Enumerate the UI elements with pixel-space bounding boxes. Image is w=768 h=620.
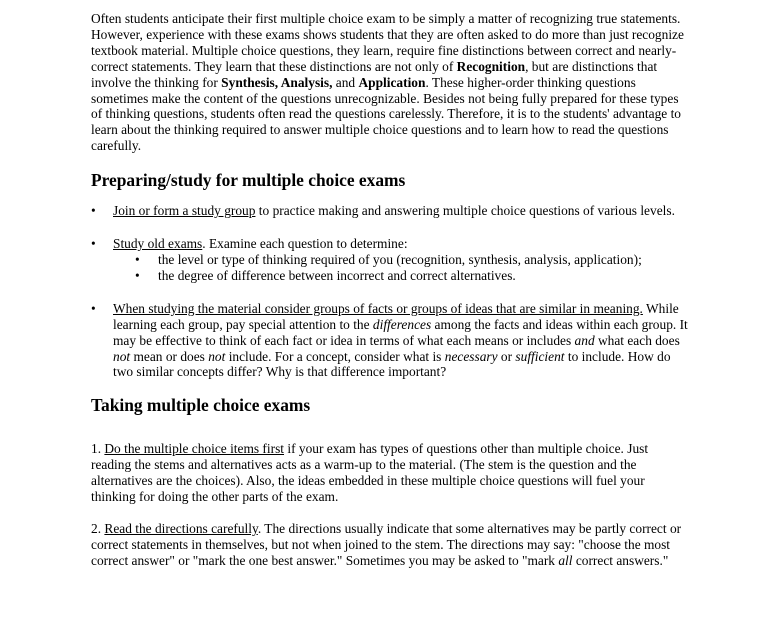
- sub-list-item: • the level or type of thinking required of you (recognition, synthesis, analysis, application);: [135, 252, 691, 268]
- list-item: • Study old exams. Examine each question to determine: • the level or type of thinking required of you (recognition, synthesis, analysis, application); • the degree of difference between incorrect and correct alternatives.: [91, 236, 691, 284]
- list-item: • Join or form a study group to practice making and answering multiple choice questions of various levels.: [91, 203, 691, 219]
- synthesis-analysis-term: Synthesis, Analysis,: [221, 74, 333, 90]
- application-term: Application: [358, 74, 426, 90]
- sub-list: [113, 252, 691, 284]
- document-page: [91, 11, 691, 585]
- intro-paragraph: Often students anticipate their first multiple choice exam to be simply a matter of recognizing true statements. However, experience with these exams shows students that they are often asked to do more than just recognize textbook material. Multiple choice questions, they learn, require fine distinctions between correct and nearly-correct statements. They learn that these distinctions are not only of Recognition, but are distinctions that involve the thinking for Synthesis, Analysis, and Application. These higher-order thinking questions sometimes make the content of the questions unrecognizable. Besides not being fully prepared for these types of thinking questions, students often read the questions carelessly. Therefore, it is to the students' advantage to learn about the thinking required to answer multiple choice questions and to learn how to read the questions carefully.: [91, 11, 684, 154]
- preparing-list: [91, 203, 691, 380]
- study-group-link[interactable]: Join or form a study group: [113, 203, 256, 219]
- sub-list-item: • the degree of difference between incorrect and correct alternatives.: [135, 268, 691, 284]
- numbered-item-2: 2. Read the directions carefully. The directions usually indicate that some alternatives may be partly correct or correct statements in themselves, but not when joined to the stem. The directions may say: "choose the most correct answer" or "mark the one best answer." Sometimes you may be asked to "mark all correct answers.": [91, 520, 682, 568]
- section-heading-preparing: Preparing/study for multiple choice exams: [91, 170, 406, 191]
- old-exams-link[interactable]: Study old exams: [113, 236, 203, 252]
- read-directions-link[interactable]: Read the directions carefully: [104, 520, 258, 536]
- list-item: • When studying the material consider groups of facts or groups of ideas that are similar in meaning. While learning each group, pay special attention to the differences among the facts and ideas within each group. It may be effective to think of each fact or idea in terms of what each means or includes and what each does not mean or does not include. For a concept, consider what is necessary or sufficient to include. How do two similar concepts differ? Why is that difference important?: [91, 301, 691, 381]
- numbered-item-1: 1. Do the multiple choice items first if your exam has types of questions other than multiple choice. Just reading the stems and alternatives acts as a warm-up to the material. (The stem is the question and the alternatives are the choices). Also, the ideas embedded in these multiple choice questions will fuel your thinking for doing the other parts of the exam.: [91, 441, 649, 505]
- do-mc-first-link[interactable]: Do the multiple choice items first: [104, 441, 285, 457]
- section-heading-taking: Taking multiple choice exams: [91, 395, 311, 416]
- recognition-term: Recognition: [456, 58, 526, 74]
- groups-of-facts-link[interactable]: When studying the material consider groups of facts or groups of ideas that are similar in meaning.: [113, 300, 643, 316]
